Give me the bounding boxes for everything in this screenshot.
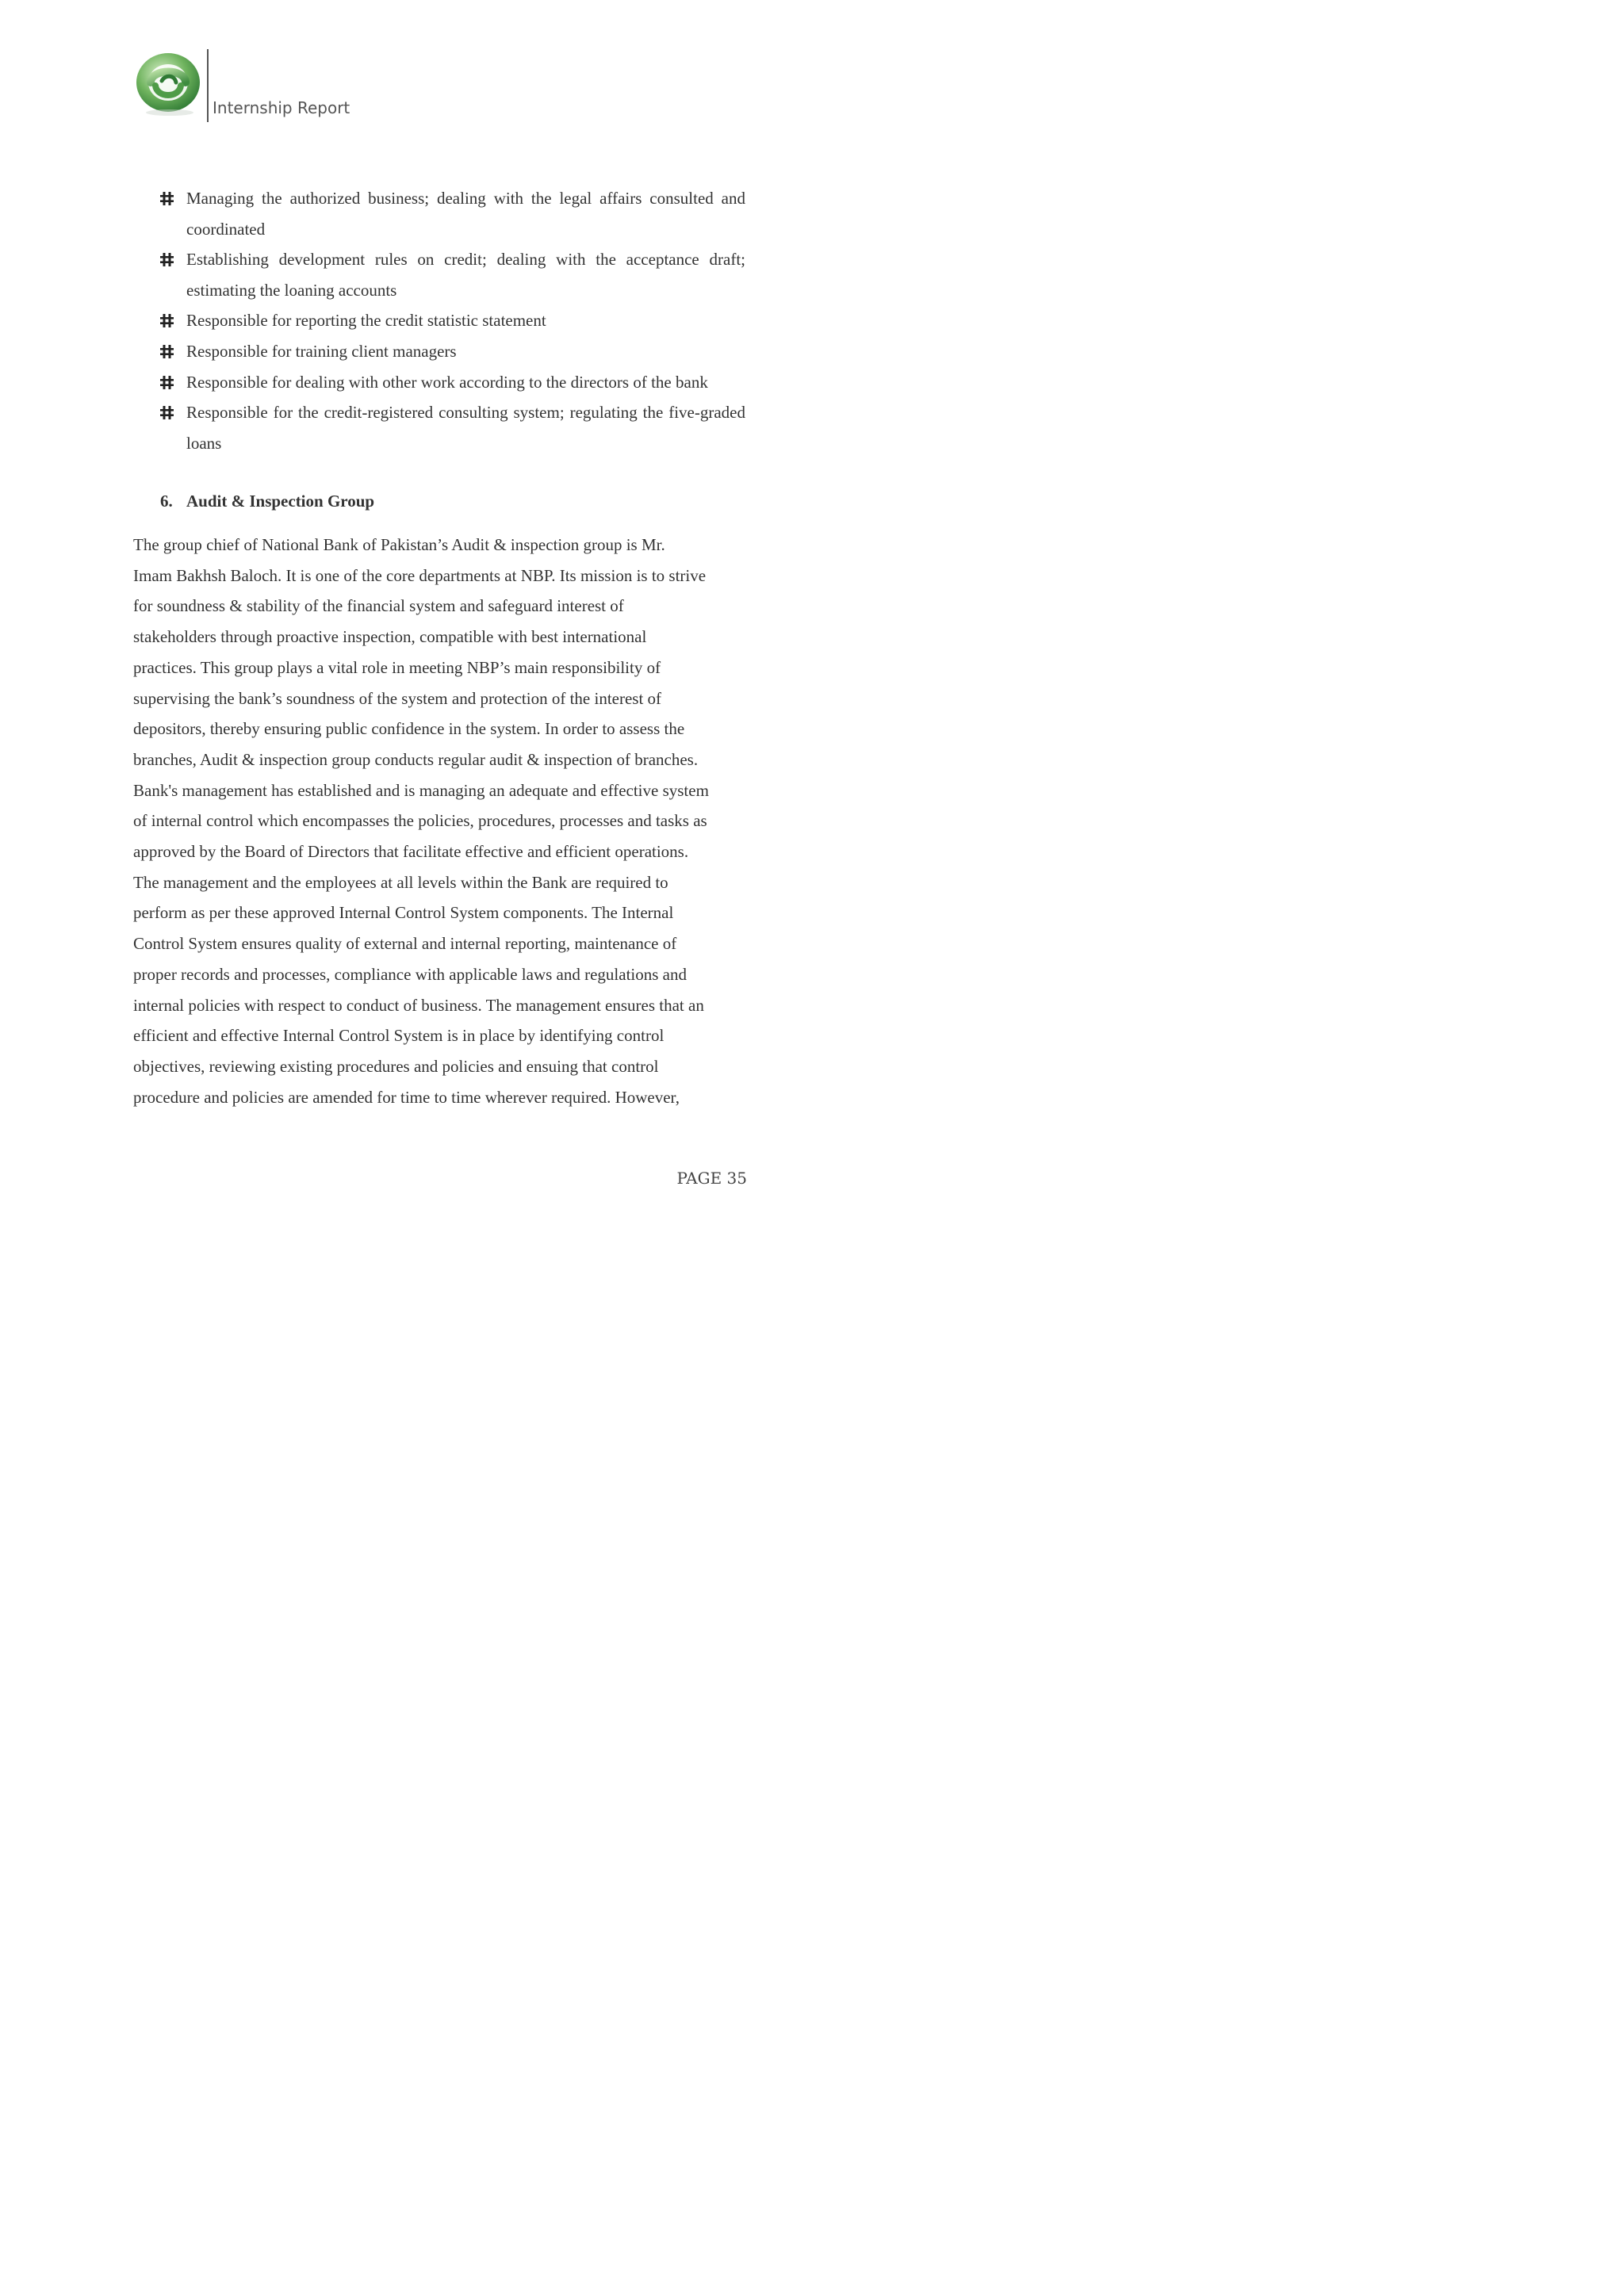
- paragraph-line: efficient and effective Internal Control System is in place by identifying control: [133, 1026, 665, 1046]
- hash-bullet-icon: [160, 253, 174, 266]
- paragraph-line: stakeholders through proactive inspection, compatible with best international: [133, 627, 647, 647]
- list-item: [159, 305, 745, 336]
- paragraph-line: The management and the employees at all levels within the Bank are required to: [133, 872, 668, 892]
- paragraph-line: Bank's management has established and is managing an adequate and effective system: [133, 780, 709, 800]
- nbp-logo-icon: [133, 51, 205, 117]
- paragraph-line: supervising the bank’s soundness of the system and protection of the interest of: [133, 688, 662, 708]
- paragraph-line: practices. This group plays a vital role in meeting NBP’s main responsibility of: [133, 657, 661, 677]
- section-number: 6.: [160, 492, 173, 511]
- responsibility-list: [159, 183, 745, 458]
- list-item-text: Responsible for the credit-registered consulting system; regulating the five-graded loans: [186, 403, 745, 453]
- list-item: [159, 183, 745, 244]
- paragraph-line: procedure and policies are amended for time to time wherever required. However,: [133, 1087, 680, 1107]
- list-item: [159, 367, 745, 398]
- document-page: [0, 0, 883, 1248]
- paragraph-line: proper records and processes, compliance with applicable laws and regulations and: [133, 964, 688, 984]
- list-item-text: Managing the authorized business; dealing with the legal affairs consulted and coordinated: [186, 189, 745, 239]
- paragraph-line: branches, Audit & inspection group conducts regular audit & inspection of branches.: [133, 749, 699, 769]
- report-title: Internship Report: [213, 98, 350, 117]
- hash-bullet-icon: [160, 406, 174, 419]
- body-paragraph: [133, 530, 752, 1112]
- list-item-text: Responsible for training client managers: [186, 341, 457, 361]
- paragraph-line: perform as per these approved Internal Control System components. The Internal: [133, 903, 674, 923]
- list-item: [159, 397, 745, 458]
- list-item: [159, 336, 745, 367]
- list-item-text: Establishing development rules on credit; dealing with the acceptance draft; estimating the loaning accounts: [186, 250, 745, 300]
- hash-bullet-icon: [160, 345, 174, 358]
- paragraph-line: depositors, thereby ensuring public confidence in the system. In order to assess the: [133, 719, 685, 739]
- paragraph-line: internal policies with respect to conduct of business. The management ensures that an: [133, 995, 704, 1015]
- section-title: Audit & Inspection Group: [186, 492, 375, 511]
- hash-bullet-icon: [160, 314, 174, 327]
- paragraph-line: of internal control which encompasses the policies, procedures, processes and tasks as: [133, 811, 707, 831]
- page-number: PAGE 35: [676, 1169, 747, 1188]
- list-item: [159, 244, 745, 305]
- list-item-text: Responsible for reporting the credit statistic statement: [186, 311, 546, 331]
- list-item-text: Responsible for dealing with other work according to the directors of the bank: [186, 372, 708, 392]
- paragraph-line: objectives, reviewing existing procedures and policies and ensuing that control: [133, 1056, 659, 1076]
- hash-bullet-icon: [160, 192, 174, 205]
- paragraph-line: approved by the Board of Directors that facilitate effective and efficient operations.: [133, 842, 689, 862]
- paragraph-line: Imam Bakhsh Baloch. It is one of the core departments at NBP. Its mission is to strive: [133, 565, 707, 585]
- section-heading: [160, 492, 374, 511]
- paragraph-line: for soundness & stability of the financial system and safeguard interest of: [133, 596, 624, 616]
- hash-bullet-icon: [160, 376, 174, 389]
- paragraph-line: Control System ensures quality of external and internal reporting, maintenance of: [133, 934, 677, 954]
- header-divider: [207, 49, 209, 122]
- paragraph-line: The group chief of National Bank of Pakistan’s Audit & inspection group is Mr.: [133, 535, 665, 554]
